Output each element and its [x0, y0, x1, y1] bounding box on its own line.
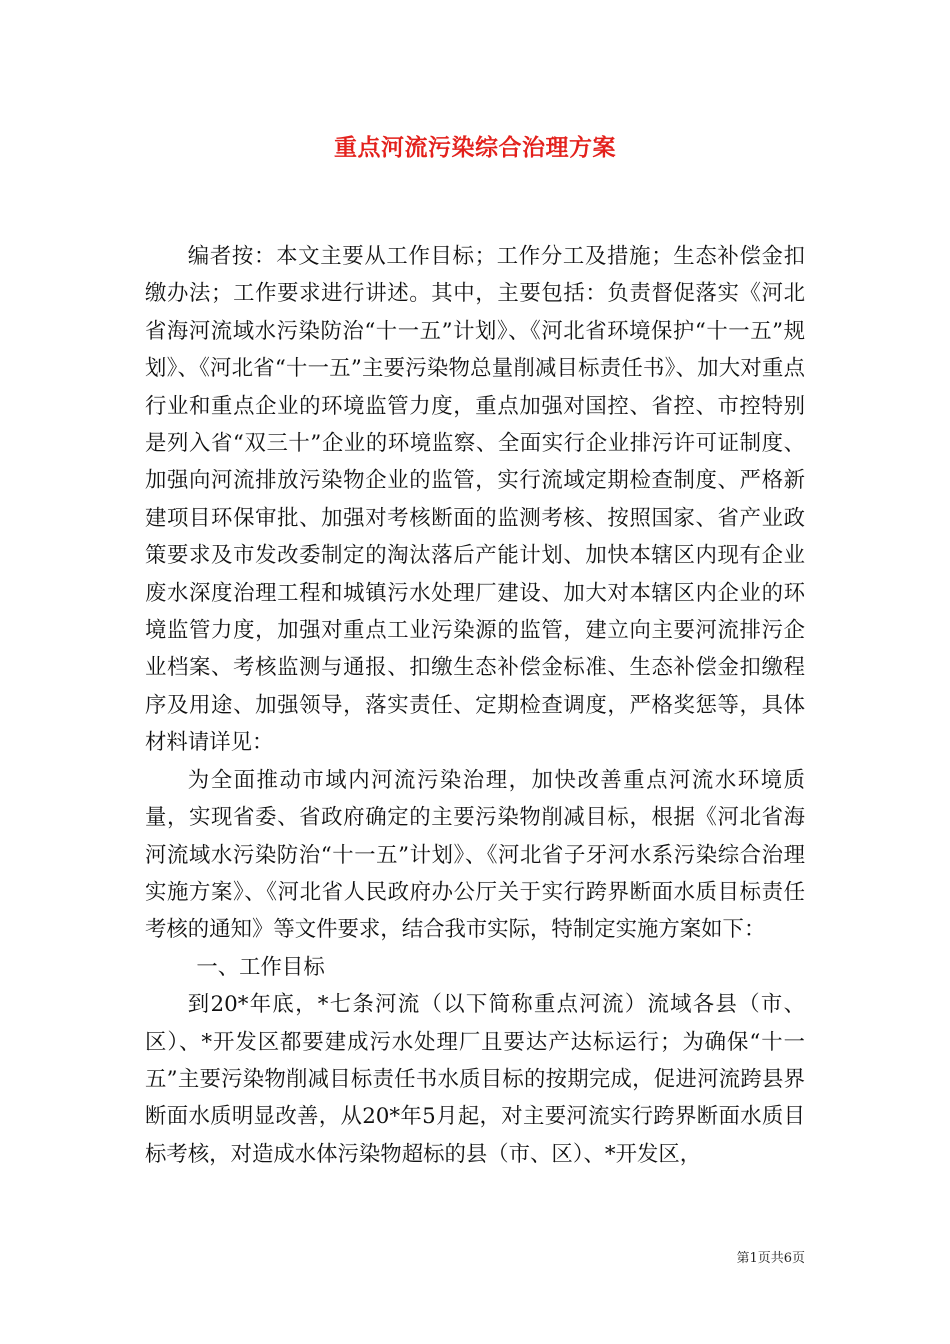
section-heading: 一、工作目标	[196, 954, 325, 980]
document-title: 重点河流污染综合治理方案	[334, 134, 616, 161]
section-paragraph: 到20*年底，*七条河流（以下简称重点河流）流域各县（市、区）、*开发区都要建成污水处理厂且要达产达标运行；为确保“十一五”主要污染物削减目标责任书水质目标的按期完成，促进河流跨县界断面水质明显改善，从20*年5月起，对主要河流实行跨界断面水质目标考核，对造成水体污染物超标的县（市、区）、*开发区，	[145, 992, 805, 1167]
editor-note-paragraph: 编者按：本文主要从工作目标；工作分工及措施；生态补偿金扣缴办法；工作要求进行讲述。其中，主要包括：负责督促落实《河北省海河流域水污染防治“十一五”计划》、《河北省环境保护“十一五”规划》、《河北省“十一五”主要污染物总量削减目标责任书》、加大对重点行业和重点企业的环境监管力度，重点加强对国控、省控、市控特别是列入省“双三十”企业的环境监察、全面实行企业排污许可证制度、加强向河流排放污染物企业的监管，实行流域定期检查制度、严格新建项目环保审批、加强对考核断面的监测考核、按照国家、省产业政策要求及市发改委制定的淘汰落后产能计划、加快本辖区内现有企业废水深度治理工程和城镇污水处理厂建设、加大对本辖区内企业的环境监管力度，加强对重点工业污染源的监管，建立向主要河流排污企业档案、考核监测与通报、扣缴生态补偿金标准、生态补偿金扣缴程序及用途、加强领导，落实责任、定期检查调度，严格奖惩等，具体材料请详见：	[145, 244, 805, 756]
document-body	[145, 238, 805, 1173]
intro-paragraph: 为全面推动市域内河流污染治理，加快改善重点河流水环境质量，实现省委、省政府确定的主要污染物削减目标，根据《河北省海河流域水污染防治“十一五”计划》、《河北省子牙河水系污染综合治理实施方案》、《河北省人民政府办公厅关于实行跨界断面水质目标责任考核的通知》等文件要求，结合我市实际，特制定实施方案如下：	[145, 767, 805, 943]
page-number: 第1页共6页	[736, 1251, 805, 1266]
